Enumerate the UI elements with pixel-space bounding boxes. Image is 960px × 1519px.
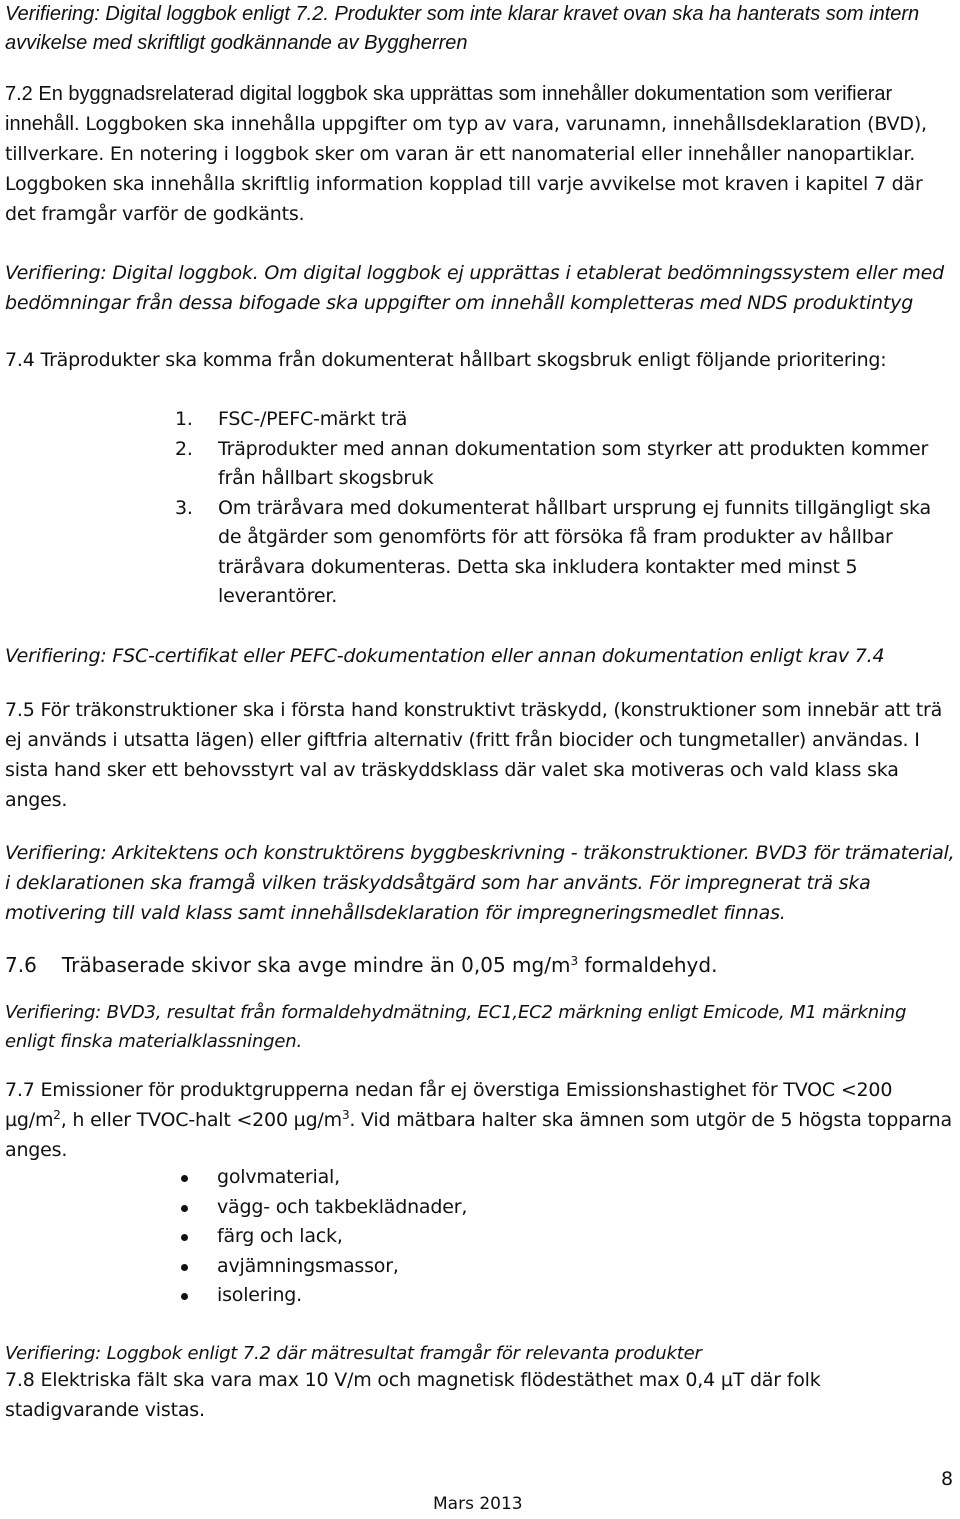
bullet-icon [181,1293,188,1300]
requirement-7-5: 7.5 För träkonstruktioner ska i första hand konstruktivt träskydd, (konstruktioner som innebär att trä ej används i utsatta lägen) eller giftfria alternativ (fritt från biocider och tungmetaller) användas. I sista hand sker ett behovsstyrt val av träskyddsklass där valet ska motiveras och vald klass ska anges. [5,699,943,811]
requirement-7-4: 7.4 Träprodukter ska komma från dokumenterat hållbart skogsbruk enligt följande prioritering: [5,349,887,371]
verification-7-3: Verifiering: Digital loggbok enligt 7.2. Produkter som inte klarar kravet ovan ska ha hanterats som intern avvikelse med skriftligt godkännande av Byggherren [5,3,920,54]
verification-7-5: Verifiering: Arkitektens och konstruktörens byggbeskrivning - träkonstruktioner. BVD3 för trämaterial, i deklarationen ska framgå vilken träskyddsåtgärd som har använts. För impregnerat trä ska motivering till vald klass samt innehållsdeklaration för impregneringsmedlet finnas. [5,842,955,924]
list-item: färg och lack, [181,1222,941,1252]
list-item: avjämningsmassor, [181,1252,941,1282]
product-group-list [181,1163,941,1311]
bullet-icon [181,1234,188,1241]
bullet-icon [181,1175,188,1182]
verification-7-6: Verifiering: BVD3, resultat från formaldehydmätning, EC1,EC2 märkning enligt Emicode, M1 märkning enligt finska materialklassningen. [5,1002,907,1052]
verification-7-2: Verifiering: Digital loggbok. Om digital loggbok ej upprättas i etablerat bedömningssystem eller med bedömningar från dessa bifogade ska uppgifter om innehåll kompletteras med NDS produktintyg [5,262,944,314]
bullet-icon [181,1264,188,1271]
page-number: 8 [941,1468,954,1490]
requirement-7-2 [5,80,955,229]
footer-date: Mars 2013 [433,1494,523,1514]
requirement-7-8: 7.8 Elektriska fält ska vara max 10 V/m och magnetisk flödestäthet max 0,4 µT där folk stadigvarande vistas. [5,1369,821,1421]
list-item: 3. Om träråvara med dokumenterat hållbart ursprung ej funnits tillgängligt ska de åtgärder som genomförts för att försöka få fram produkter av hållbar träråvara dokumenteras. Detta ska inkludera kontakter med minst 5 leverantörer. [175,496,931,607]
list-item: golvmaterial, [181,1163,941,1193]
requirement-7-2-intro: 7.2 En byggnadsrelaterad digital loggbok ska upprättas som innehåller dokumentation som verifierar innehåll. [5,83,893,135]
list-item: vägg- och takbeklädnader, [181,1193,941,1223]
list-item: 1. FSC-/PEFC-märkt trä [175,408,408,430]
verification-7-7: Verifiering: Loggbok enligt 7.2 där mätresultat framgår för relevanta produkter [5,1343,702,1364]
verification-7-4: Verifiering: FSC-certifikat eller PEFC-dokumentation eller annan dokumentation enligt krav 7.4 [5,645,885,667]
list-item: isolering. [181,1281,941,1311]
requirement-7-2-body: Loggboken ska innehålla uppgifter om typ av vara, varunamn, innehållsdeklaration (BVD), tillverkare. En notering i loggbok sker om varan är ett nanomaterial eller innehåller nanopartiklar. Loggboken ska innehålla skriftlig information kopplad till varje avvikelse mot kraven i kapitel 7 där det framgår varför de godkänts. [5,113,927,225]
bullet-icon [181,1205,188,1212]
list-item: 2. Träprodukter med annan dokumentation som styrker att produkten kommer från hållbart skogsbruk [175,437,929,489]
requirement-7-6: 7.6 Träbaserade skivor ska avge mindre än 0,05 $mg/m^3$ formaldehyd. [5,953,718,977]
priority-list [175,405,955,612]
requirement-7-7: 7.7 Emissioner för produktgrupperna nedan får ej överstiga Emissionshastighet för TVOC <200 $\mu g/m^2$, h eller TVOC-halt <200 $\mu g/m^3$. Vid mätbara halter ska ämnen som utgör de 5 högsta topparna anges. [5,1079,952,1161]
